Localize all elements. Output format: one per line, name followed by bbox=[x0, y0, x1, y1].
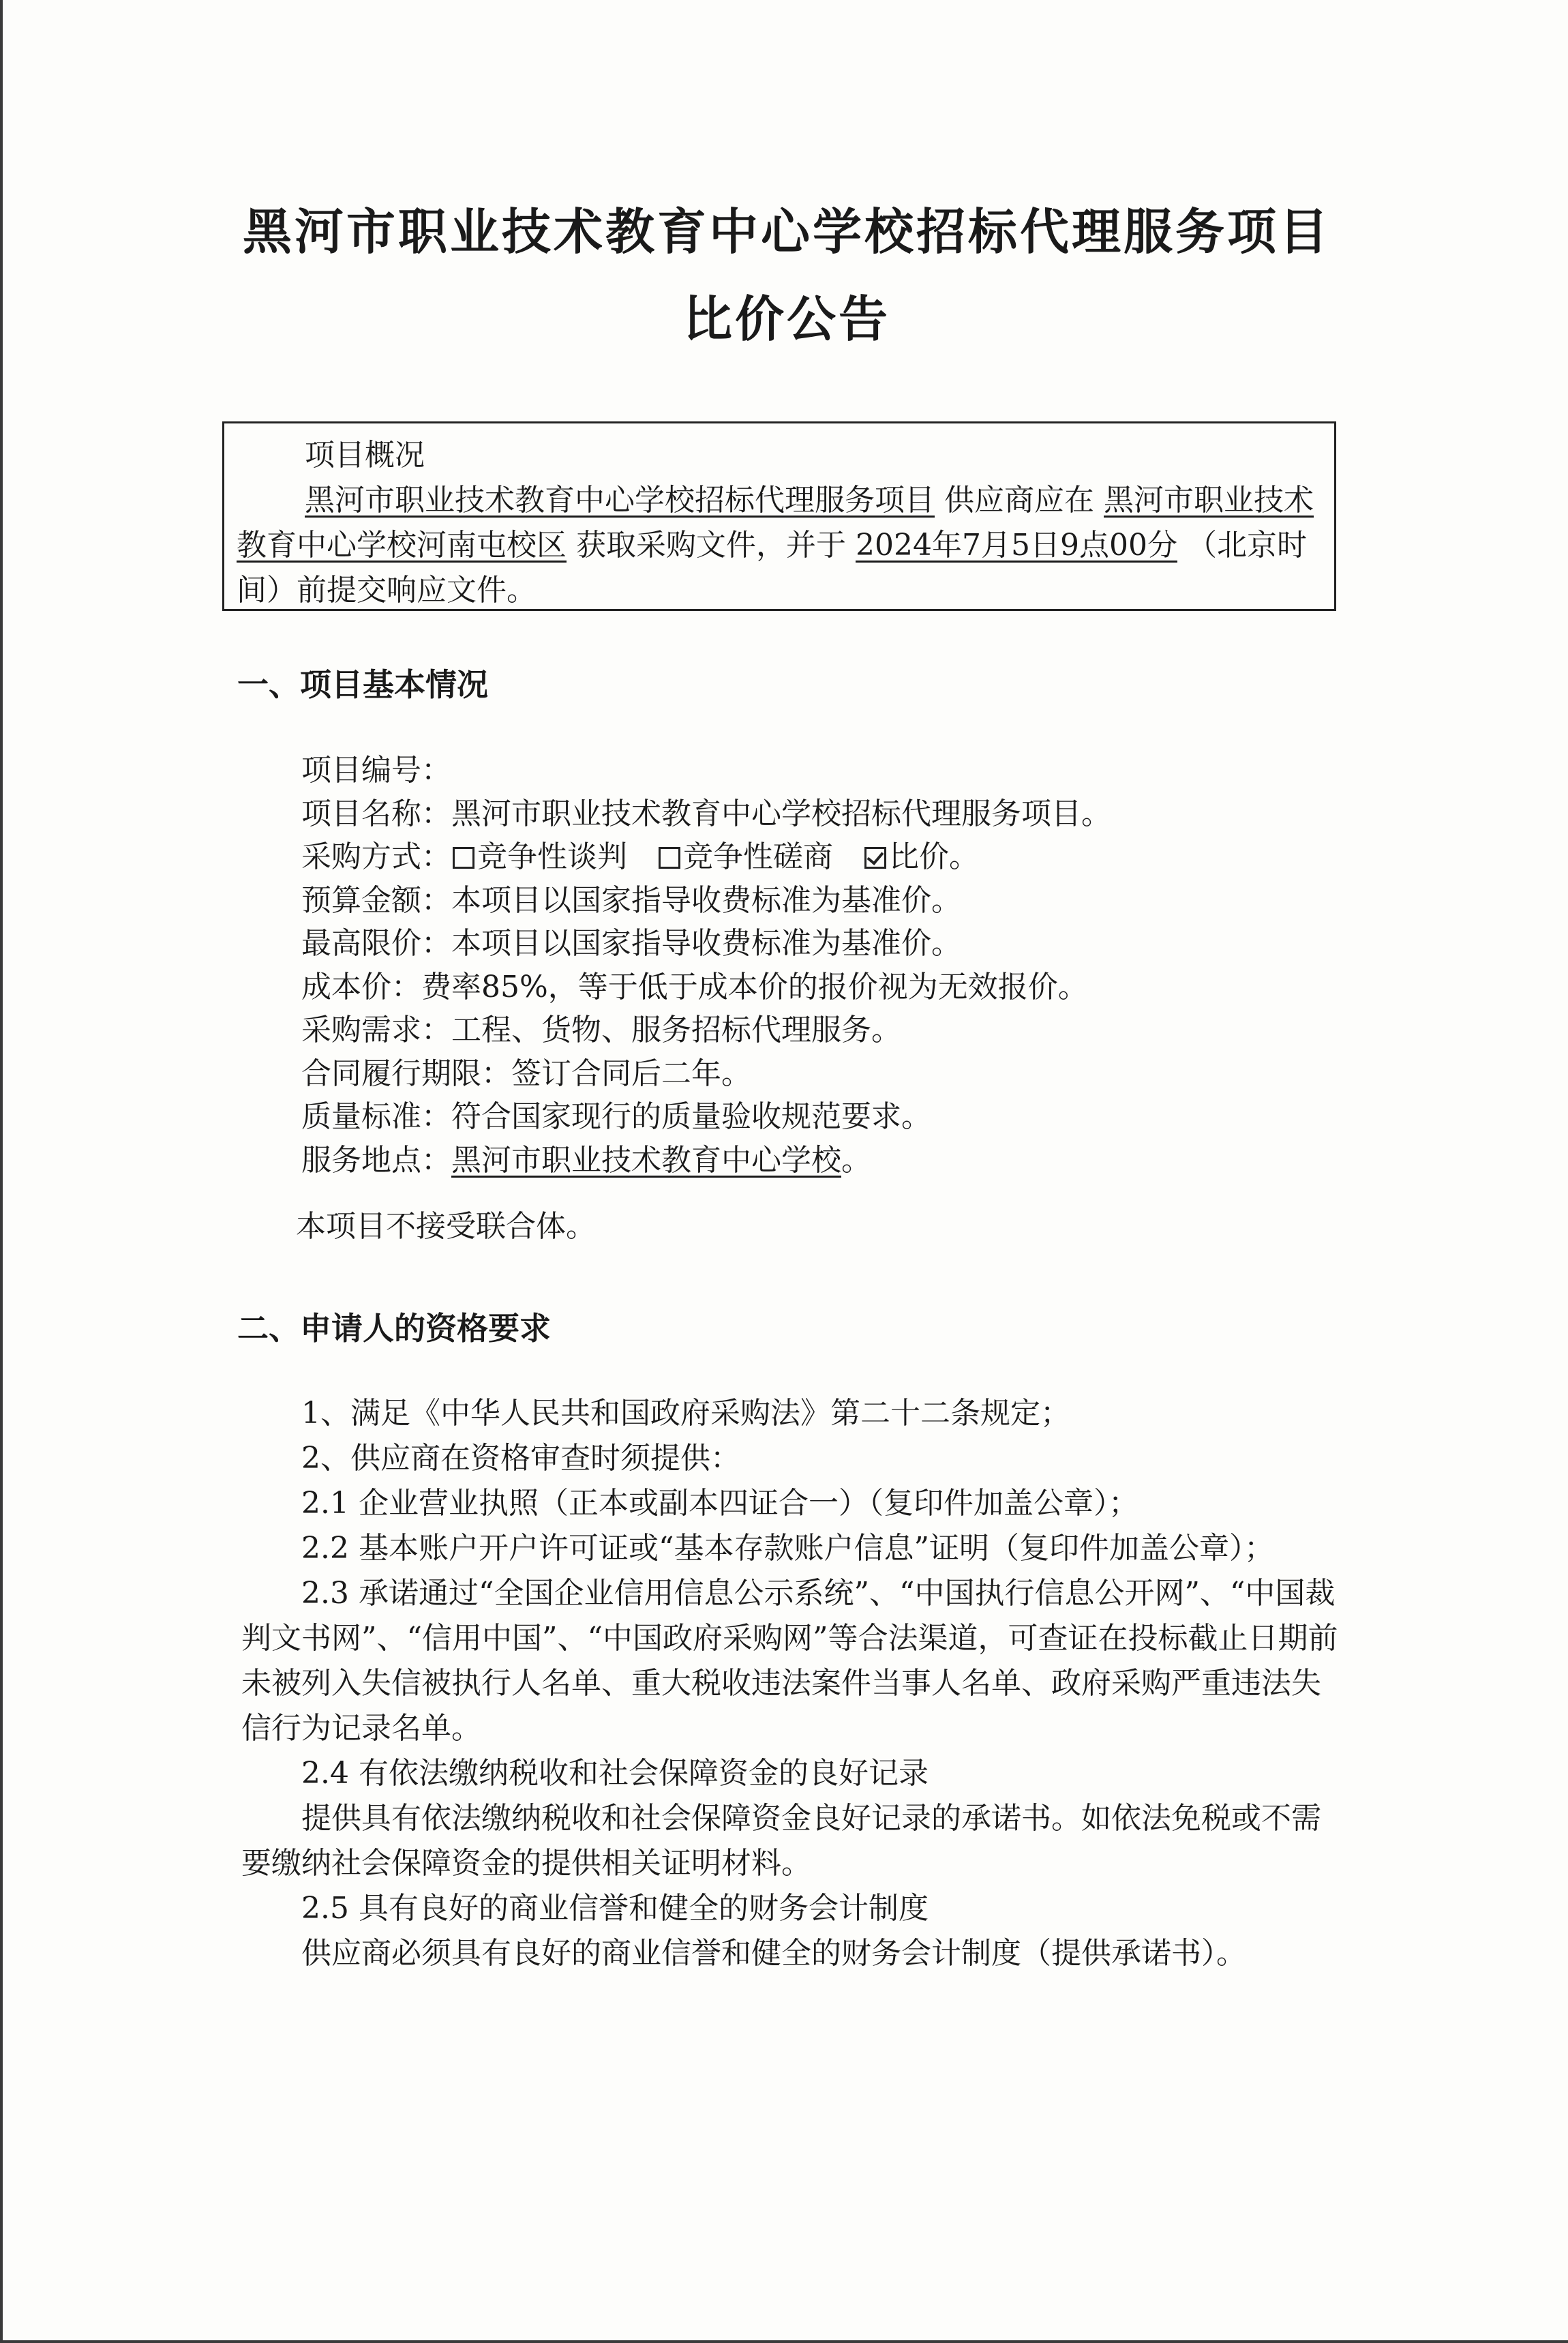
max-price-label: 最高限价： bbox=[301, 926, 451, 961]
document-subtitle: 比价公告 bbox=[682, 290, 890, 348]
requirement-item: 1、满足《中华人民共和国政府采购法》第二十二条规定； bbox=[301, 1396, 1070, 1431]
service-place-row bbox=[301, 1139, 1338, 1182]
requirement-item: 2.5 具有良好的商业信誉和健全的财务会计制度 bbox=[301, 1891, 929, 1926]
overview-heading: 项目概况 bbox=[305, 438, 425, 473]
quality-label: 质量标准： bbox=[301, 1099, 451, 1134]
method-option-2: 竞争性磋商 bbox=[683, 839, 833, 874]
project-name-label: 项目名称： bbox=[301, 796, 451, 831]
section-1-heading: 一、项目基本情况 bbox=[237, 666, 488, 703]
quality-row bbox=[301, 1095, 1338, 1139]
service-place-value: 黑河市职业技术教育中心学校 bbox=[451, 1142, 841, 1178]
section-2-heading: 二、申请人的资格要求 bbox=[237, 1310, 551, 1347]
contract-period-label: 合同履行期限： bbox=[301, 1056, 511, 1091]
quality-value: 符合国家现行的质量验收规范要求。 bbox=[451, 1099, 931, 1134]
checkbox-competitive-negotiation bbox=[453, 847, 474, 869]
method-option-3: 比价。 bbox=[889, 839, 979, 874]
qualification-list bbox=[241, 1391, 1340, 1976]
consortium-note: 本项目不接受联合体。 bbox=[296, 1209, 596, 1244]
procurement-method-row bbox=[301, 835, 1338, 879]
contract-period-value: 签订合同后二年。 bbox=[511, 1056, 751, 1091]
overview-text-2: 获取采购文件，并于 bbox=[576, 528, 846, 563]
requirement-item: 2.3 承诺通过“全国企业信用信息公示系统”、“中国执行信息公开网”、“中国裁判文书网”、“信用中国”、“中国政府采购网”等合法渠道，可查证在投标截止日期前未被列入失信被执行人名单、重大税收违法案件当事人名单、政府采购严重违法失信行为记录名单。 bbox=[241, 1576, 1338, 1746]
demand-label: 采购需求： bbox=[301, 1013, 451, 1047]
requirement-item: 2.2 基本账户开户许可证或“基本存款账户信息”证明（复印件加盖公章）； bbox=[301, 1531, 1274, 1566]
budget-row bbox=[301, 879, 1338, 923]
project-name-row bbox=[301, 792, 1338, 836]
budget-value: 本项目以国家指导收费标准为基准价。 bbox=[451, 882, 961, 918]
overview-text-3: （北京时间）前提交响应文件。 bbox=[237, 528, 1307, 608]
contract-period-row bbox=[301, 1052, 1338, 1096]
project-number-row bbox=[301, 749, 1338, 792]
requirement-item: 2.1 企业营业执照（正本或副本四证合一）（复印件加盖公章）； bbox=[301, 1486, 1139, 1521]
cost-price-row bbox=[301, 966, 1338, 1009]
demand-row bbox=[301, 1009, 1338, 1052]
procurement-method-label: 采购方式： bbox=[301, 839, 451, 874]
cost-price-value: 费率85%，等于低于成本价的报价视为无效报价。 bbox=[421, 969, 1088, 1004]
requirement-item: 供应商必须具有良好的商业信誉和健全的财务会计制度（提供承诺书）。 bbox=[301, 1936, 1246, 1971]
project-number-label: 项目编号： bbox=[301, 753, 451, 788]
overview-deadline: 2024年7月5日9点00分 bbox=[856, 528, 1177, 563]
requirement-item: 2、供应商在资格审查时须提供： bbox=[301, 1441, 740, 1476]
demand-value: 工程、货物、服务招标代理服务。 bbox=[451, 1013, 901, 1047]
method-option-1: 竞争性谈判 bbox=[477, 839, 627, 874]
requirement-item: 提供具有依法缴纳税收和社会保障资金良好记录的承诺书。如依法免税或不需要缴纳社会保障资金的提供相关证明材料。 bbox=[241, 1801, 1321, 1881]
budget-label: 预算金额： bbox=[301, 882, 451, 918]
cost-price-label: 成本价： bbox=[301, 969, 421, 1004]
project-name-value: 黑河市职业技术教育中心学校招标代理服务项目。 bbox=[451, 796, 1111, 831]
project-info-list bbox=[301, 749, 1338, 1182]
project-overview-box bbox=[222, 421, 1336, 611]
service-place-end: 。 bbox=[841, 1142, 871, 1178]
overview-text-1: 供应商应在 bbox=[944, 483, 1094, 518]
service-place-label: 服务地点： bbox=[301, 1142, 451, 1178]
overview-text bbox=[237, 478, 1322, 613]
overview-project-name: 黑河市职业技术教育中心学校招标代理服务项目 bbox=[305, 483, 935, 518]
max-price-value: 本项目以国家指导收费标准为基准价。 bbox=[451, 926, 961, 961]
max-price-row bbox=[301, 922, 1338, 966]
document-title: 黑河市职业技术教育中心学校招标代理服务项目 bbox=[242, 203, 1331, 260]
requirement-item: 2.4 有依法缴纳税收和社会保障资金的良好记录 bbox=[301, 1756, 929, 1791]
checkbox-price-comparison-checked bbox=[864, 847, 886, 869]
overview-location: 黑河市职业技术教育中心学校河南屯校区 bbox=[237, 483, 1314, 563]
checkbox-competitive-consultation bbox=[659, 847, 680, 869]
